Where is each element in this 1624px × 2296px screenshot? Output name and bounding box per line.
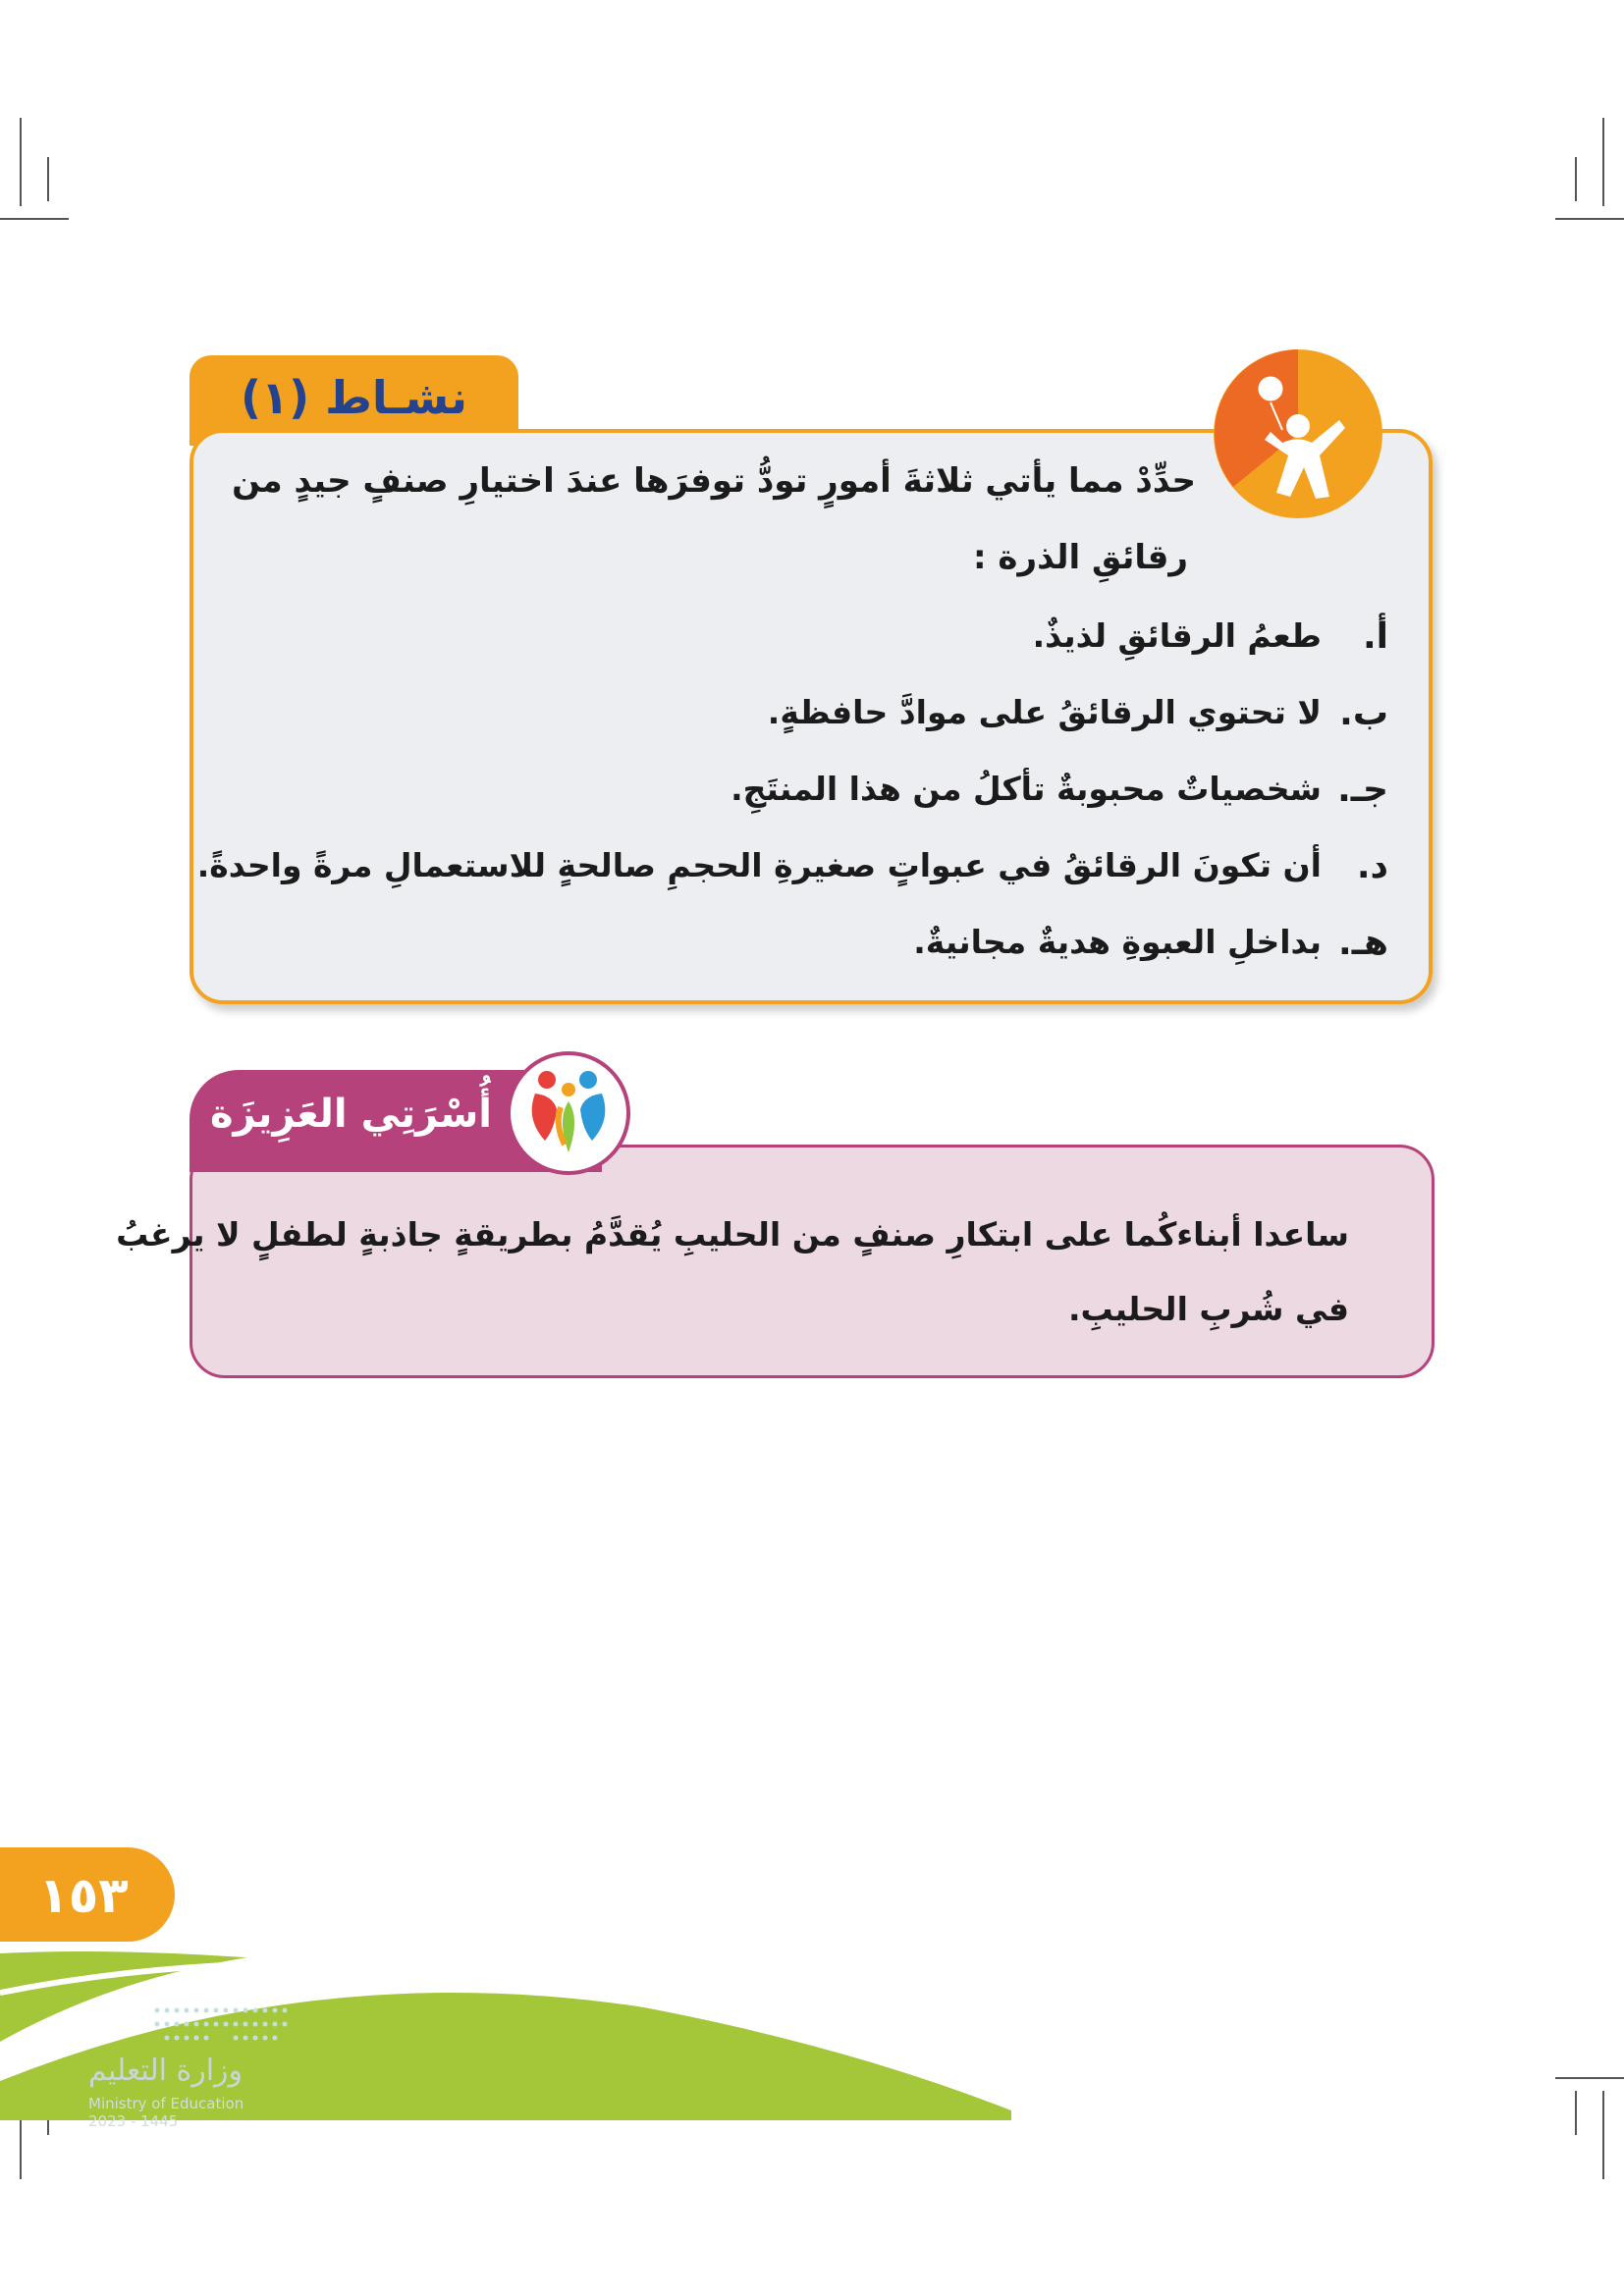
crop-mark [1575, 157, 1577, 201]
list-item [308, 616, 1388, 675]
activity-question-line1: حدِّدْ مما يأتي ثلاثةَ أمورٍ تودُّ توفرَها عندَ اختيارِ صنفٍ جيدٍ من [232, 461, 1196, 501]
list-item-letter: ب. [1339, 693, 1388, 733]
activity-question-line2: رقائقِ الذرة : [973, 538, 1188, 577]
crop-mark [47, 157, 49, 201]
list-item-text: بداخلِ العبوةِ هديةٌ مجانيةٌ. [913, 923, 1322, 961]
edition: 2023 - 1445 [88, 2112, 179, 2130]
list-item-letter: جـ. [1337, 770, 1388, 810]
page-number: ١٥٣ [38, 1867, 129, 1924]
crop-mark [1602, 118, 1604, 206]
crop-mark [1555, 218, 1624, 220]
list-item-text: شخصياتٌ محبوبةٌ تأكلُ من هذا المنتَجِ. [731, 770, 1322, 808]
family-box [189, 1145, 1435, 1378]
list-item [308, 693, 1388, 752]
family-text-line2: في شُربِ الحليبِ. [1067, 1290, 1349, 1328]
family-icon [506, 1050, 631, 1176]
family-text-line1: ساعدا أبناءكُما على ابتكارِ صنفٍ من الحليبِ يُقدَّمُ بطريقةٍ جاذبةٍ لطفلٍ لا يرغبُ [116, 1215, 1349, 1254]
list-item-letter: أ. [1362, 616, 1388, 657]
list-item [196, 846, 1388, 905]
family-title: أُسْرَتِي العَزِيزَة [209, 1092, 492, 1137]
activity-title: نشـاط (١) [241, 371, 467, 424]
crop-mark [0, 218, 69, 220]
list-item-text: طعمُ الرقائقِ لذيذٌ. [1032, 616, 1322, 655]
list-item [308, 770, 1388, 828]
list-item [308, 923, 1388, 982]
list-item-text: لا تحتوي الرقائقُ على موادَّ حافظةٍ. [767, 693, 1322, 731]
list-item-letter: هـ. [1338, 923, 1388, 963]
ministry-name-en: Ministry of Education [88, 2095, 244, 2112]
child-with-balloon-icon [1214, 349, 1382, 518]
ministry-dots-logo [147, 2002, 295, 2048]
list-item-text: أن تكونَ الرقائقُ في عبواتٍ صغيرةِ الحجمِ صالحةٍ للاستعمالِ مرةً واحدةً. [196, 846, 1322, 884]
crop-mark [20, 118, 22, 206]
ministry-name: وزارة التعليم [88, 2054, 244, 2088]
page-number-tab [0, 1847, 175, 1942]
list-item-letter: د. [1356, 846, 1388, 886]
